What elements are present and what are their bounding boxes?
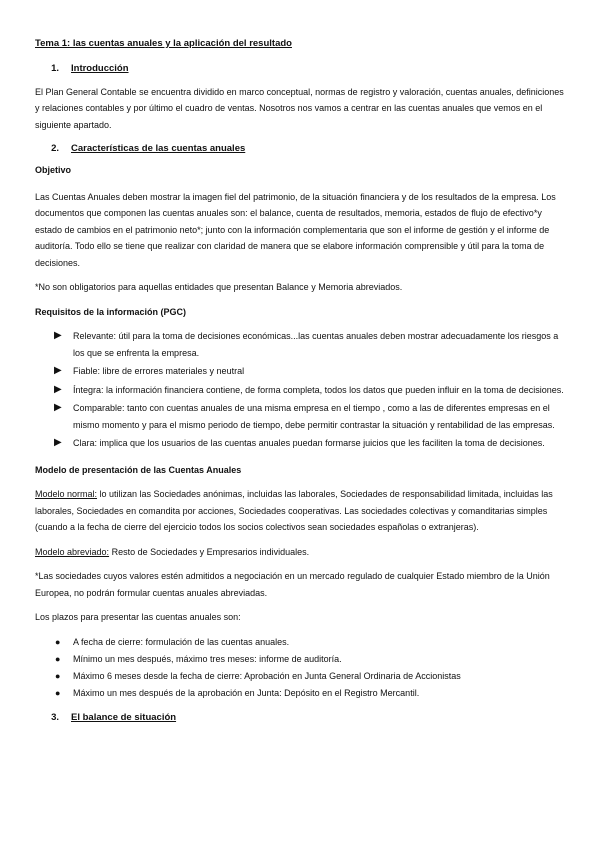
section-1-heading [35, 63, 565, 74]
arrow-bullet-icon: ▶ [54, 402, 62, 413]
arrow-bullet-icon: ▶ [54, 437, 62, 448]
requisitos-heading: Requisitos de la información (PGC) [35, 306, 187, 317]
section-3-heading [35, 712, 565, 723]
modelo-abreviado-paragraph [35, 544, 565, 561]
section-3-number: 3. [51, 711, 59, 723]
modelo-abreviado-label: Modelo abreviado: [35, 546, 110, 557]
list-item: ● Mínimo un mes después, máximo tres meses: informe de auditoría. [35, 651, 565, 668]
list-item: ● A fecha de cierre: formulación de las cuentas anuales. [35, 634, 565, 651]
document-title: Tema 1: las cuentas anuales y la aplicación del resultado [35, 38, 292, 49]
arrow-bullet-icon: ▶ [54, 365, 62, 376]
modelo-normal-label: Modelo normal: [35, 489, 98, 499]
plazos-intro: Los plazos para presentar las cuentas anuales son: [35, 612, 241, 622]
list-item: ● Máximo 6 meses desde la fecha de cierre: Aprobación en Junta General Ordinaria de Accionistas [35, 668, 565, 685]
list-item: ▶ Íntegra: la información financiera contiene, de forma completa, todos los datos que pueden influir en la toma de decisiones. [35, 382, 565, 399]
requisitos-list [35, 328, 565, 452]
bullet-icon: ● [55, 636, 61, 647]
document-page [35, 30, 565, 723]
objetivo-note: *No son obligatorios para aquellas entidades que presentan Balance y Memoria abreviados. [35, 282, 403, 292]
section-2-title: Características de las cuentas anuales [71, 143, 246, 154]
bullet-icon: ● [55, 670, 61, 681]
arrow-bullet-icon: ▶ [54, 330, 62, 341]
list-item: ● Máximo un mes después de la aprobación en Junta: Depósito en el Registro Mercantil. [35, 685, 565, 702]
modelo-heading: Modelo de presentación de las Cuentas Anuales [35, 464, 242, 475]
list-item: ▶ Relevante: útil para la toma de decisiones económicas...las cuentas anuales deben mostrar adecuadamente los riesgos a los que se enfrenta la empresa. [35, 328, 565, 361]
section-1-title: Introducción [71, 62, 129, 74]
modelo-normal-paragraph [35, 486, 565, 536]
section-2-number: 2. [51, 143, 59, 154]
section-1-number: 1. [51, 62, 59, 74]
objetivo-heading: Objetivo [35, 165, 72, 175]
bullet-icon: ● [55, 653, 61, 664]
bullet-icon: ● [55, 687, 61, 698]
list-item: ▶ Comparable: tanto con cuentas anuales de una misma empresa en el tiempo , como a las de diferentes empresas en el mismo momento y para el mismo periodo de tiempo, debe permitir contrastar la situación y rentabilidad de las empresas. [35, 400, 565, 433]
modelo-normal-text: lo utilizan las Sociedades anónimas, incluidas las laborales, Sociedades de responsabilidad limitada, incluidas las laborales, Sociedades en comandita por acciones, Sociedades cooperativas. Las sociedades colectivas y comanditarias simples (cuando a la fecha de cierre del ejercicio todos los socios colectivos sean sociedades españolas o extranjeras). [35, 489, 553, 532]
section-2-heading [35, 143, 565, 154]
list-item: ▶ Fiable: libre de errores materiales y neutral [35, 363, 565, 380]
intro-paragraph: El Plan General Contable se encuentra dividido en marco conceptual, normas de registro y valoración, cuentas anuales, definiciones y relaciones contables y por último el cuadro de ventas. Nosotros nos vamos a centrar en las cuentas anuales que vemos en el siguiente apartado. [35, 86, 564, 130]
modelo-note: *Las sociedades cuyos valores estén admitidos a negociación en un mercado regulado de cualquier Estado miembro de la Unión Europea, no podrán formular cuentas anuales abreviadas. [35, 571, 550, 598]
arrow-bullet-icon: ▶ [54, 383, 62, 395]
list-item: ▶ Clara: implica que los usuarios de las cuentas anuales puedan formarse juicios que les faciliten la toma de decisiones. [35, 435, 565, 452]
modelo-abreviado-text: Resto de Sociedades y Empresarios individuales. [109, 546, 310, 557]
plazos-list [35, 634, 565, 702]
objetivo-paragraph: Las Cuentas Anuales deben mostrar la imagen fiel del patrimonio, de la situación financiera y de los resultados de la empresa. Los documentos que componen las cuentas anuales son: el balance, cuenta de resultados, memoria, estados de flujo de efectivo*y estado de cambios en el patrimonio neto*; junto con la información complementaria que son el informe de gestión y el informe de auditoría. Todo ello se tiene que realizar con claridad de manera que se elabore información comprensible y útil para la toma de decisiones. [35, 191, 556, 268]
section-3-title: El balance de situación [71, 711, 177, 723]
